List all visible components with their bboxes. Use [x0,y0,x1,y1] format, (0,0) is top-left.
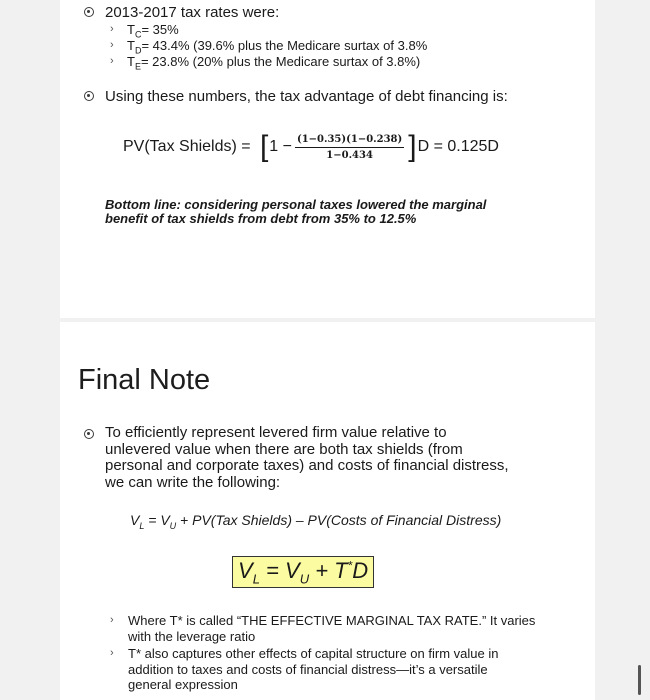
bullet-icon [84,429,94,439]
tax-rate-corporate: $T_C= 35\%$ [127,22,179,40]
bullet-icon [84,91,94,101]
firm-value-equation: $V_L = V_U + PV(Tax$ Shields) – PV(Costs of Financial Distress) [130,512,502,531]
effective-rate-note: Where T* is called “THE EFFECTIVE MARGINAL TAX RATE.” It varies with the leverage ratio [128,613,536,644]
effective-tax-equation-box: $V_L = V_U + T^*D$ [232,556,374,588]
scrollbar[interactable] [638,665,641,695]
fraction: $\frac{(1-0.35)(1-0.238)}{1-0.434}$ [296,133,403,161]
chevron-right-icon: › [110,647,114,659]
tax-rates-heading: 2013-2017 tax rates were: [105,4,280,21]
chevron-right-icon: › [110,55,114,67]
chevron-right-icon: › [110,39,114,51]
bottom-line-text: Bottom line: considering personal taxes lowered the marginal benefit of tax shields from debt from 35% to 12.5% [105,197,487,226]
tax-rate-equity: $T_E= 23.8\%$ (20% plus the Medicare surtax of 3.8%) [127,54,421,72]
tax-rate-debt: $T_D= 43.4\%$ (39.6% plus the Medicare surtax of 3.8% [127,38,428,56]
tax-advantage-intro: Using these numbers, the tax advantage of debt financing is: [105,88,508,105]
final-note-paragraph: To efficiently represent levered firm value relative to unlevered value when there are both tax shields (from personal and corporate taxes) and costs of financial distress, we can write the following: [105,424,509,491]
chevron-right-icon: › [110,23,114,35]
bullet-icon [84,7,94,17]
page-title: Final Note [78,364,211,396]
pv-tax-shields-formula: PV(Tax Shields) = [ 1 − $\frac{(1-0.35)(1-0.238)}{1-0.434}$ ] D = 0.125D [123,130,499,163]
versatile-expression-note: T* also captures other effects of capital structure on firm value in addition to taxes and costs of financial distress—it’s a versatile general expression [128,646,499,692]
chevron-right-icon: › [110,614,114,626]
